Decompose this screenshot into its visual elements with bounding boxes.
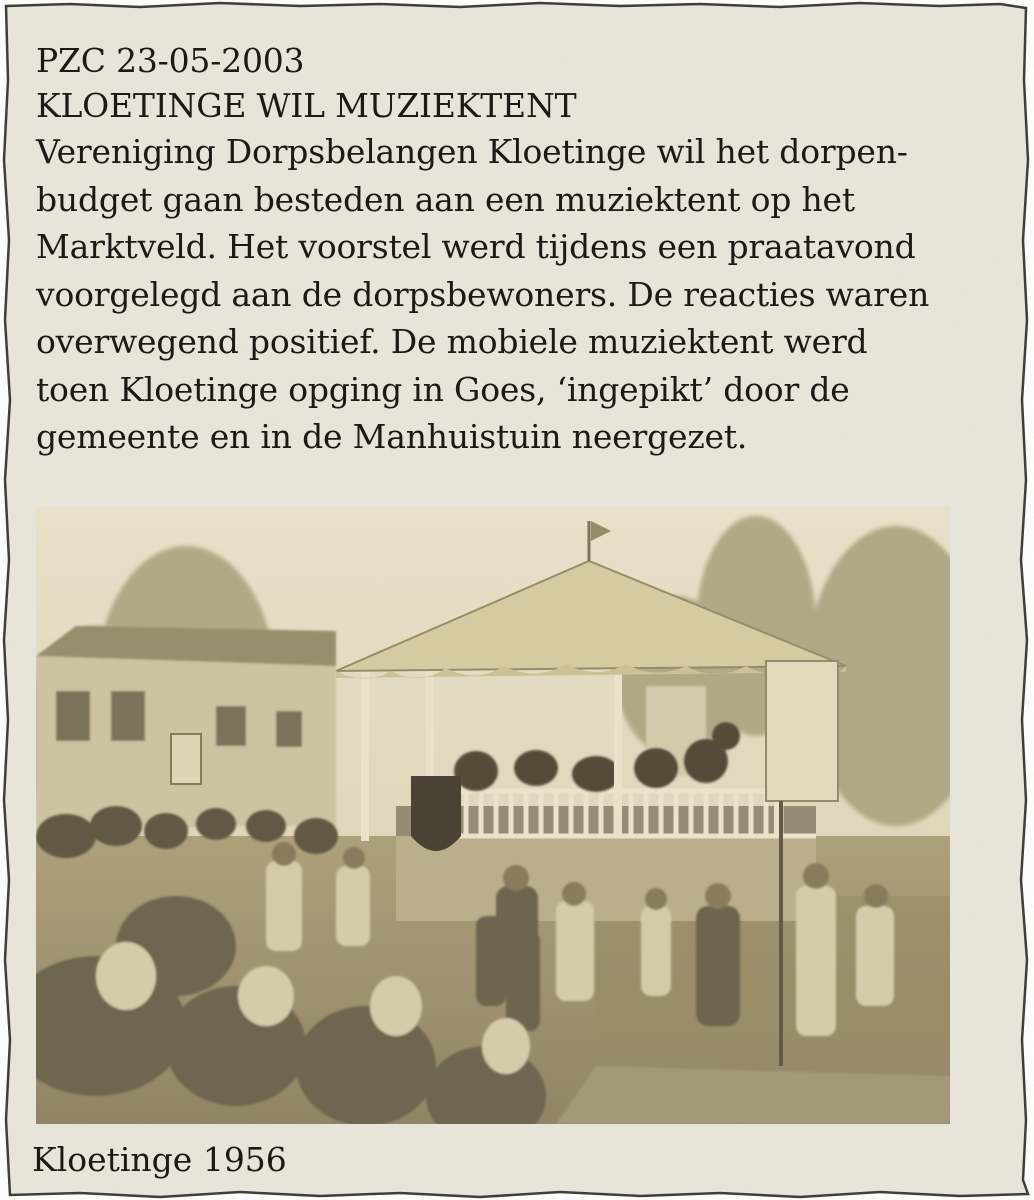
bandstand-photo <box>36 506 950 1124</box>
article-line: Vereniging Dorpsbelangen Kloetinge wil het dorpen- <box>36 132 908 171</box>
article-line: overwegend positief. De mobiele muziektent werd <box>36 322 868 361</box>
article-text <box>36 38 1011 461</box>
photo-caption: Kloetinge 1956 <box>32 1140 287 1179</box>
article-line: toen Kloetinge opging in Goes, ‘ingepikt’ door de <box>36 369 850 409</box>
article-line: voorgelegd aan de dorpsbewoners. De reacties waren <box>36 274 930 314</box>
article-line: Marktveld. Het voorstel werd tijdens een praatavond <box>36 227 916 266</box>
source-line: PZC 23-05-2003 <box>36 41 305 80</box>
headline: KLOETINGE WIL MUZIEKTENT <box>36 86 577 125</box>
article-body <box>36 128 1011 461</box>
article-line: budget gaan besteden aan een muziektent op het <box>36 179 855 219</box>
article-line: gemeente en in de Manhuistuin neergezet. <box>36 417 748 456</box>
